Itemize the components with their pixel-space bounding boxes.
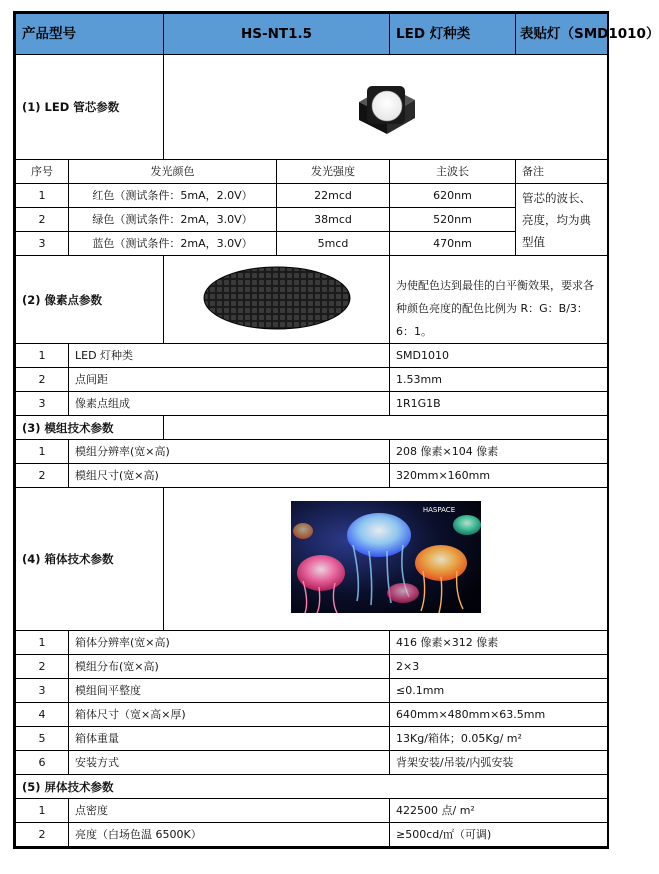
row-value: 416 像素×312 像素: [390, 631, 608, 655]
table-row: [16, 799, 608, 823]
section3-title: (3) 模组技术参数: [16, 416, 164, 440]
row-value: 背架安装/吊装/内弧安装: [390, 751, 608, 775]
row-value: ≥500cd/㎡（可调): [390, 823, 608, 847]
row-name: 亮度（白场色温 6500K）: [69, 823, 390, 847]
row-note: 管芯的波长、亮度，均为典型值: [516, 184, 608, 256]
row-intensity: 5mcd: [277, 232, 390, 256]
row-value: 422500 点/ m²: [390, 799, 608, 823]
section1-title: (1) LED 管芯参数: [16, 55, 164, 160]
col-intensity: 发光强度: [277, 160, 390, 184]
row-name: 点密度: [69, 799, 390, 823]
table-row: [16, 655, 608, 679]
row-color: 红色（测试条件：5mA，2.0V）: [69, 184, 277, 208]
section5-title: (5) 屏体技术参数: [16, 775, 608, 799]
cabinet-image-cell: [164, 488, 608, 631]
led-chip-image-cell: [164, 55, 608, 160]
table-row: [16, 727, 608, 751]
row-no: 2: [16, 464, 69, 488]
table-row: [16, 679, 608, 703]
row-no: 3: [16, 392, 69, 416]
col-color: 发光颜色: [69, 160, 277, 184]
row-wavelength: 620nm: [390, 184, 516, 208]
spec-table: [15, 13, 659, 847]
model-label: 产品型号: [16, 14, 164, 55]
led-type-value: 表贴灯（SMD1010）: [516, 14, 608, 55]
row-name: 像素点组成: [69, 392, 390, 416]
col-no: 序号: [16, 160, 69, 184]
section3-blank: [164, 416, 608, 440]
row-color: 蓝色（测试条件：2mA，3.0V）: [69, 232, 277, 256]
table-row: [16, 703, 608, 727]
row-name: 模组间平整度: [69, 679, 390, 703]
pixel-image-cell: [164, 256, 390, 344]
row-name: 点间距: [69, 368, 390, 392]
row-no: 2: [16, 368, 69, 392]
col-note: 备注: [516, 160, 608, 184]
section2-title-row: [16, 256, 608, 344]
section4-title: (4) 箱体技术参数: [16, 488, 164, 631]
row-no: 5: [16, 727, 69, 751]
row-no: 2: [16, 823, 69, 847]
header-row: [16, 14, 608, 55]
section3-title-row: [16, 416, 608, 440]
row-value: 2×3: [390, 655, 608, 679]
row-value: 1R1G1B: [390, 392, 608, 416]
led-chip-image: [351, 72, 421, 138]
spec-sheet: [13, 11, 659, 849]
table-row: [16, 631, 608, 655]
row-value: 640mm×480mm×63.5mm: [390, 703, 608, 727]
table-row: [16, 440, 608, 464]
section2-title: (2) 像素点参数: [16, 256, 164, 344]
section1-header-row: [16, 160, 608, 184]
table-row: [16, 751, 608, 775]
row-value: 320mm×160mm: [390, 464, 608, 488]
section4-title-row: [16, 488, 608, 631]
model-value: HS-NT1.5: [164, 14, 390, 55]
row-no: 1: [16, 344, 69, 368]
white-balance-description: 为使配色达到最佳的白平衡效果，要求各种颜色亮度的配色比例为 R：G：B/3：6：1。: [390, 256, 608, 344]
pixel-grid-image: [202, 265, 352, 331]
row-intensity: 38mcd: [277, 208, 390, 232]
row-name: 模组尺寸(宽×高): [69, 464, 390, 488]
row-value: ≤0.1mm: [390, 679, 608, 703]
table-row: [16, 184, 608, 208]
row-name: 模组分布(宽×高): [69, 655, 390, 679]
led-type-label: LED 灯种类: [390, 14, 516, 55]
col-wavelength: 主波长: [390, 160, 516, 184]
row-value: 13Kg/箱体；0.05Kg/ m²: [390, 727, 608, 751]
row-no: 3: [16, 232, 69, 256]
jellyfish-display-image: [291, 501, 481, 613]
row-wavelength: 470nm: [390, 232, 516, 256]
row-no: 1: [16, 799, 69, 823]
table-row: [16, 368, 608, 392]
row-no: 4: [16, 703, 69, 727]
table-row: [16, 392, 608, 416]
row-wavelength: 520nm: [390, 208, 516, 232]
row-value: 208 像素×104 像素: [390, 440, 608, 464]
section1-title-row: [16, 55, 608, 160]
section5-title-row: [16, 775, 608, 799]
row-intensity: 22mcd: [277, 184, 390, 208]
display-logo: HASPACE: [422, 506, 455, 514]
row-name: LED 灯种类: [69, 344, 390, 368]
row-name: 箱体尺寸（宽×高×厚): [69, 703, 390, 727]
row-no: 3: [16, 679, 69, 703]
row-no: 1: [16, 440, 69, 464]
row-no: 2: [16, 655, 69, 679]
table-row: [16, 464, 608, 488]
row-name: 箱体重量: [69, 727, 390, 751]
row-name: 模组分辨率(宽×高): [69, 440, 390, 464]
row-value: 1.53mm: [390, 368, 608, 392]
row-name: 箱体分辨率(宽×高): [69, 631, 390, 655]
row-value: SMD1010: [390, 344, 608, 368]
table-row: [16, 344, 608, 368]
row-name: 安装方式: [69, 751, 390, 775]
row-no: 6: [16, 751, 69, 775]
row-no: 1: [16, 631, 69, 655]
row-no: 2: [16, 208, 69, 232]
row-color: 绿色（测试条件：2mA，3.0V）: [69, 208, 277, 232]
table-row: [16, 823, 608, 847]
row-no: 1: [16, 184, 69, 208]
